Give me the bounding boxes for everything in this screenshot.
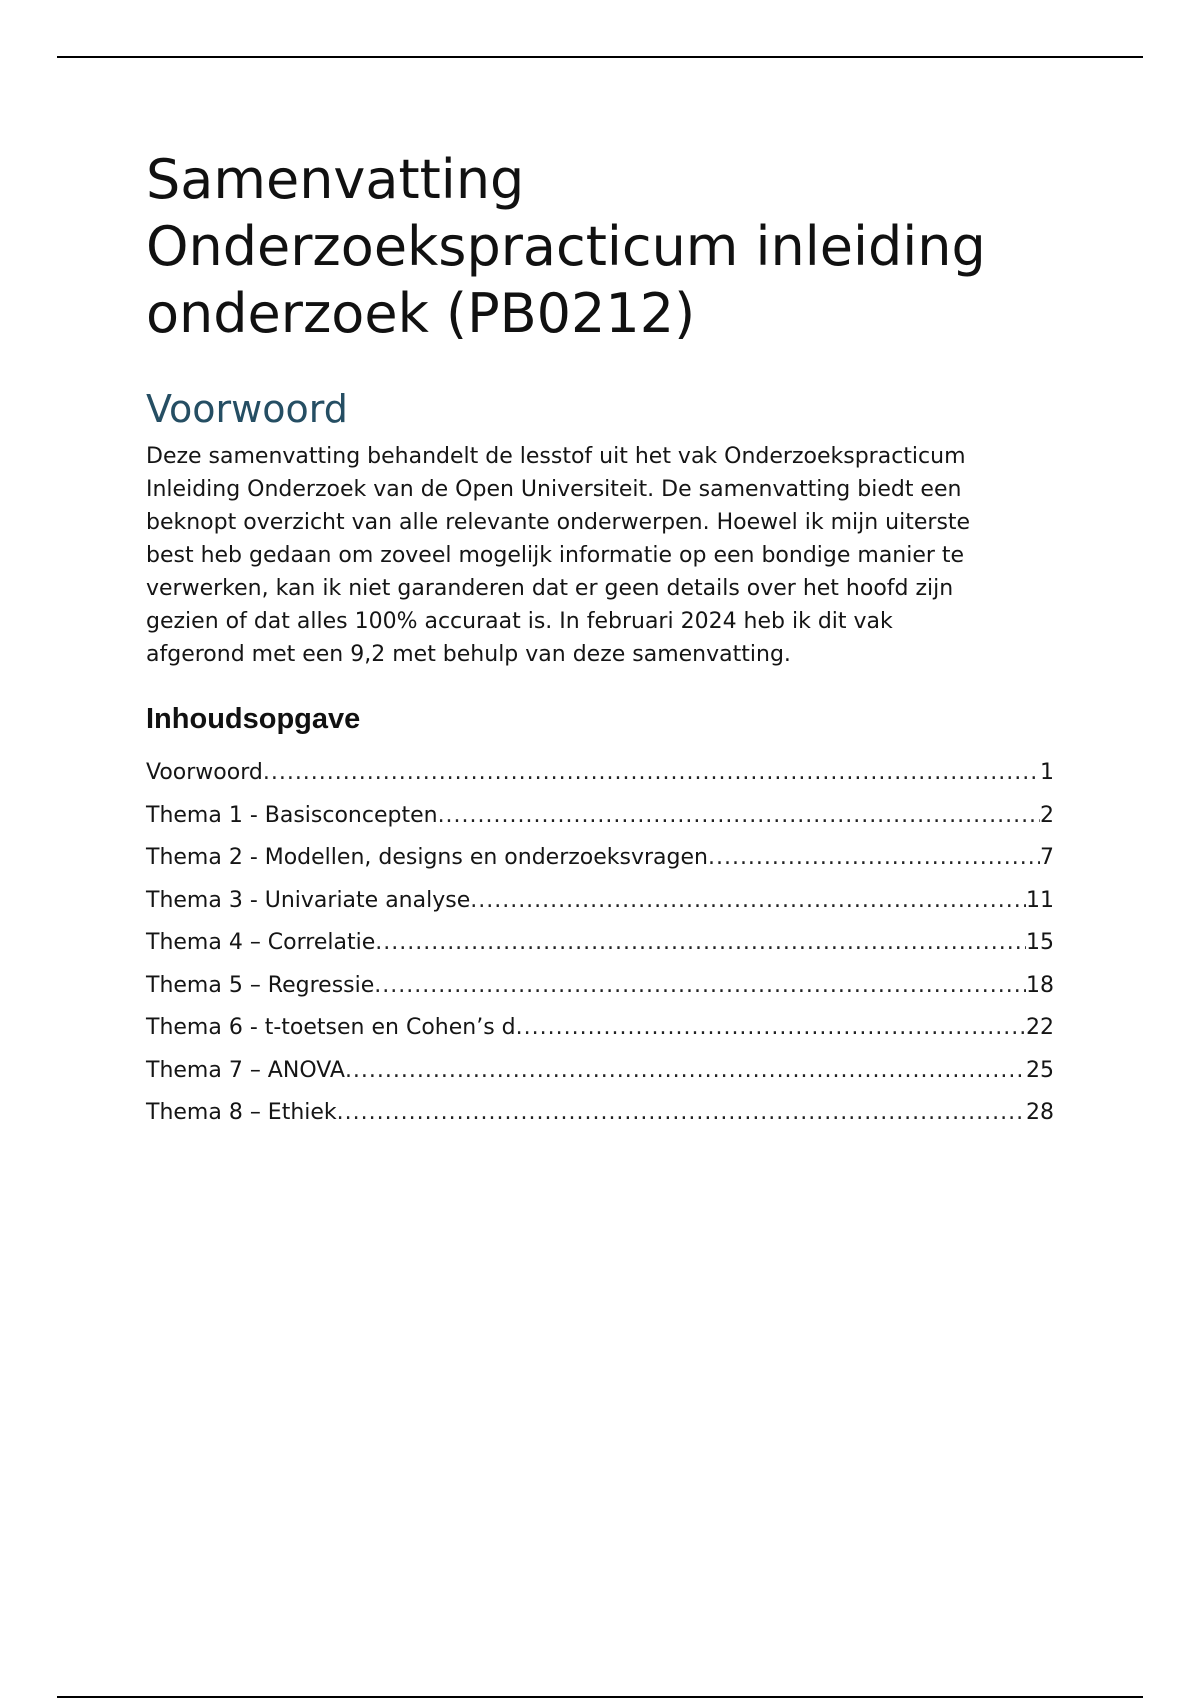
toc-page-number: 1 <box>1040 760 1054 785</box>
toc-entry-thema-2[interactable] <box>146 837 1054 880</box>
toc-entry-voorwoord[interactable] <box>146 752 1054 795</box>
toc-entry-label: Thema 4 – Correlatie <box>146 930 376 955</box>
toc-entry-thema-1[interactable] <box>146 795 1054 838</box>
toc-dot-leader <box>345 1050 1026 1093</box>
toc-page-number: 2 <box>1040 802 1054 828</box>
intro-line: Inleiding Onderzoek van de Open Universiteit. De samenvatting biedt een <box>146 477 962 502</box>
toc-entry-label: Thema 7 – ANOVA <box>146 1057 345 1083</box>
toc-page-number: 11 <box>1026 887 1054 913</box>
toc-entry-thema-5[interactable] <box>146 965 1054 1008</box>
intro-line: best heb gedaan om zoveel mogelijk informatie op een bondige manier te <box>146 543 965 568</box>
toc-entry-label: Thema 5 – Regressie <box>146 972 375 998</box>
toc-heading: Inhoudsopgave <box>146 703 361 735</box>
intro-line: beknopt overzicht van alle relevante onderwerpen. Hoewel ik mijn uiterste <box>146 510 971 535</box>
toc-page-number: 18 <box>1026 972 1054 998</box>
document-title <box>146 146 1054 347</box>
toc-page-number: 22 <box>1026 1015 1054 1040</box>
toc-dot-leader <box>438 795 1040 838</box>
intro-line: Deze samenvatting behandelt de lesstof uit het vak Onderzoekspracticum <box>146 444 966 469</box>
toc-dot-leader <box>374 965 1026 1008</box>
toc-dot-leader <box>337 1092 1026 1135</box>
toc-entry-label: Thema 8 – Ethiek <box>146 1100 337 1125</box>
toc-dot-leader <box>263 752 1040 795</box>
intro-paragraph <box>146 440 1054 671</box>
toc-page-number: 25 <box>1026 1057 1054 1083</box>
intro-line: afgerond met een 9,2 met behulp van deze samenvatting. <box>146 642 791 667</box>
toc-page-number: 15 <box>1026 930 1054 955</box>
toc-dot-leader <box>375 922 1026 965</box>
toc-entry-thema-8[interactable] <box>146 1092 1054 1135</box>
intro-line: verwerken, kan ik niet garanderen dat er geen details over het hoofd zijn <box>146 576 954 601</box>
toc-entry-thema-3[interactable] <box>146 880 1054 923</box>
toc-entry-label: Thema 3 - Univariate analyse <box>146 887 471 913</box>
intro-line: gezien of dat alles 100% accuraat is. In februari 2024 heb ik dit vak <box>146 609 893 634</box>
title-line: Onderzoekspracticum inleiding <box>146 215 986 278</box>
section-heading-voorwoord: Voorwoord <box>146 387 348 431</box>
title-line: Samenvatting <box>146 148 525 211</box>
table-of-contents <box>146 752 1054 1135</box>
toc-dot-leader <box>708 837 1040 880</box>
toc-dot-leader <box>516 1007 1026 1050</box>
toc-page-number: 28 <box>1026 1100 1054 1125</box>
toc-entry-thema-7[interactable] <box>146 1050 1054 1093</box>
title-line: onderzoek (PB0212) <box>146 282 696 345</box>
toc-entry-label: Thema 2 - Modellen, designs en onderzoeksvragen <box>146 845 708 870</box>
footer-rule <box>57 1696 1143 1698</box>
toc-dot-leader <box>470 880 1026 923</box>
document-body <box>146 146 1054 1135</box>
toc-entry-label: Thema 6 - t-toetsen en Cohen’s d <box>146 1015 516 1040</box>
toc-entry-thema-4[interactable] <box>146 922 1054 965</box>
toc-entry-label: Thema 1 - Basisconcepten <box>146 802 438 828</box>
toc-page-number: 7 <box>1040 845 1054 870</box>
toc-entry-label: Voorwoord <box>146 760 263 785</box>
toc-entry-thema-6[interactable] <box>146 1007 1054 1050</box>
header-rule <box>57 56 1143 58</box>
